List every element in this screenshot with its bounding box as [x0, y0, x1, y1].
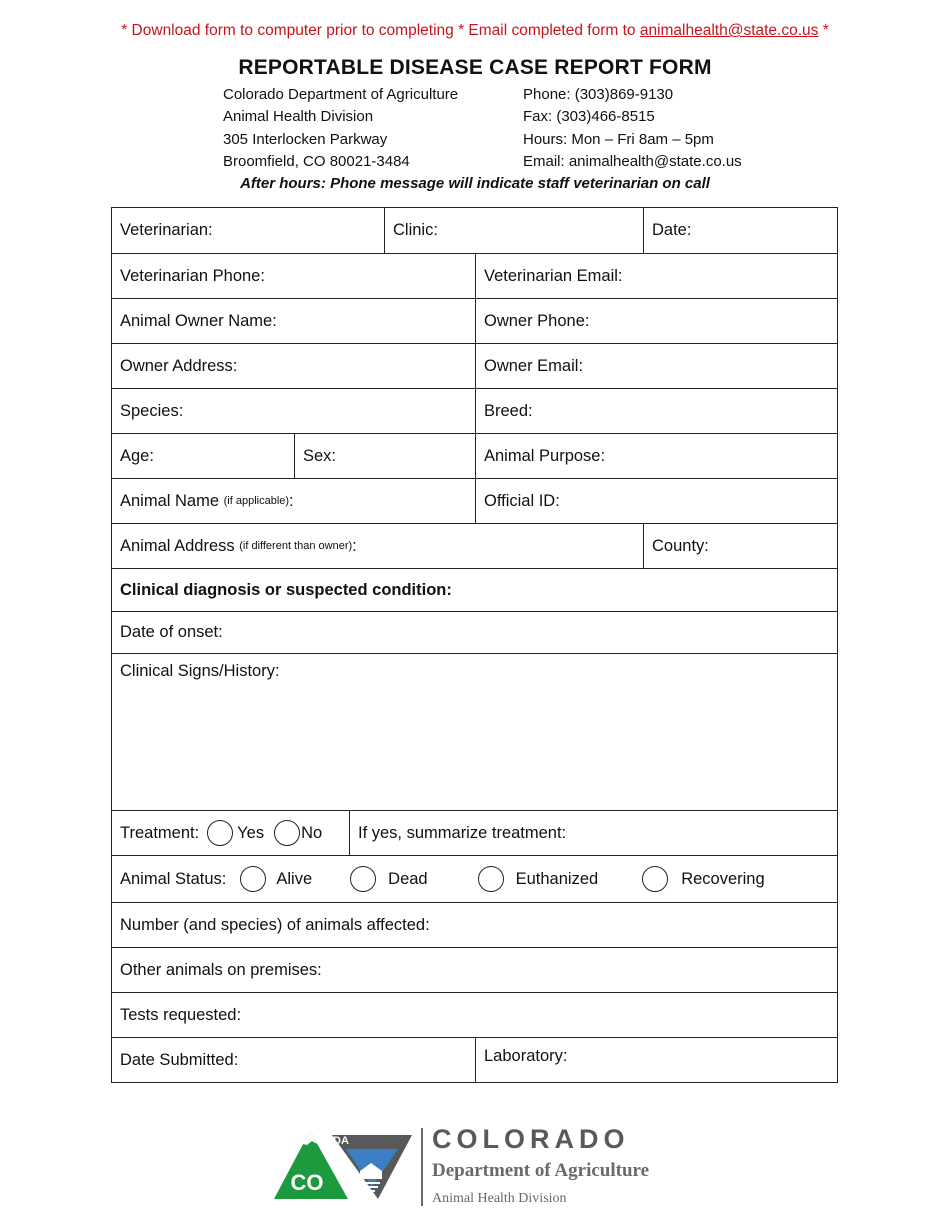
- form-row: [112, 992, 837, 1037]
- date-of-onset-label: Date of onset:: [120, 623, 223, 641]
- footer-brand-colorado: COLORADO: [432, 1124, 630, 1154]
- form-row: [112, 208, 837, 253]
- animal-address-colon: :: [352, 536, 357, 555]
- treatment-field: [112, 811, 349, 855]
- form-row: [112, 902, 837, 947]
- animal-status-label: Animal Status:: [120, 869, 227, 888]
- laboratory-field[interactable]: [475, 1038, 837, 1082]
- owner-phone-label: Owner Phone:: [484, 311, 590, 330]
- form-row: [112, 298, 837, 343]
- footer-brand-division: Animal Health Division: [432, 1191, 567, 1206]
- tests-requested-field[interactable]: [112, 993, 837, 1037]
- animal-address-note: (if different than owner): [239, 540, 353, 552]
- date-label: Date:: [652, 221, 692, 239]
- treatment-no-label: No: [301, 823, 323, 842]
- form-row: [112, 653, 837, 810]
- status-alive-option[interactable]: [240, 866, 312, 892]
- veterinarian-label: Veterinarian:: [120, 221, 213, 239]
- owner-name-label: Animal Owner Name:: [120, 311, 277, 330]
- owner-email-label: Owner Email:: [484, 356, 584, 375]
- status-euthanized-label: Euthanized: [515, 869, 599, 888]
- animal-address-label: Animal Address: [120, 536, 240, 555]
- sex-label: Sex:: [303, 446, 337, 465]
- other-animals-field[interactable]: [112, 948, 837, 992]
- animal-name-colon: :: [289, 491, 294, 510]
- vet-email-label: Veterinarian Email:: [484, 266, 623, 285]
- address-line-3: 305 Interlocken Parkway: [223, 130, 388, 148]
- form-row: [112, 433, 837, 478]
- animal-purpose-label: Animal Purpose:: [484, 446, 606, 465]
- vet-phone-field[interactable]: [112, 254, 475, 298]
- owner-address-field[interactable]: [112, 344, 475, 388]
- status-euthanized-radio[interactable]: [478, 866, 504, 892]
- status-alive-label: Alive: [276, 869, 313, 888]
- clinical-signs-label: Clinical Signs/History:: [120, 662, 280, 680]
- notice-text-end: *: [818, 22, 829, 39]
- age-field[interactable]: [112, 434, 294, 478]
- owner-phone-field[interactable]: [475, 299, 837, 343]
- breed-field[interactable]: [475, 389, 837, 433]
- breed-label: Breed:: [484, 401, 533, 420]
- notice-text: * Download form to computer prior to completing * Email completed form to: [121, 22, 640, 39]
- treatment-yes-radio[interactable]: [207, 820, 233, 846]
- form-row: [112, 253, 837, 298]
- status-recovering-radio[interactable]: [642, 866, 668, 892]
- form-row: [112, 611, 837, 653]
- logo-co-text: CO: [290, 1170, 324, 1195]
- clinic-field[interactable]: [384, 208, 643, 253]
- status-euthanized-option[interactable]: [478, 866, 599, 892]
- address-line-1: Colorado Department of Agriculture: [223, 86, 459, 103]
- animal-name-label: Animal Name: [120, 491, 224, 510]
- form-row: [112, 810, 837, 855]
- official-id-field[interactable]: [475, 479, 837, 523]
- status-dead-label: Dead: [388, 869, 428, 888]
- footer-brand-department: Department of Agriculture: [432, 1160, 650, 1181]
- diagnosis-field[interactable]: [112, 569, 837, 611]
- other-animals-label: Other animals on premises:: [120, 960, 322, 979]
- animal-address-field[interactable]: [112, 524, 643, 568]
- animal-name-note: (if applicable): [223, 495, 290, 507]
- contact-fax: Fax: (303)466-8515: [523, 108, 655, 126]
- vet-phone-label: Veterinarian Phone:: [120, 266, 265, 285]
- vet-email-field[interactable]: [475, 254, 837, 298]
- species-field[interactable]: [112, 389, 475, 433]
- number-affected-label: Number (and species) of animals affected:: [120, 915, 430, 934]
- download-notice: [0, 22, 950, 40]
- owner-email-field[interactable]: [475, 344, 837, 388]
- form-row: [112, 947, 837, 992]
- footer-divider: [421, 1128, 423, 1206]
- treatment-yes-label: Yes: [237, 823, 265, 842]
- treatment-summary-label: If yes, summarize treatment:: [358, 823, 567, 842]
- agency-address: [223, 84, 458, 173]
- case-report-form: [111, 207, 838, 1083]
- after-hours-note: After hours: Phone message will indicate staff veterinarian on call: [240, 175, 710, 192]
- animal-status-field: [112, 856, 837, 902]
- veterinarian-field[interactable]: [112, 208, 384, 253]
- form-row: [112, 478, 837, 523]
- species-label: Species:: [120, 401, 184, 420]
- contact-phone: Phone: (303)869-9130: [523, 86, 674, 103]
- treatment-label: Treatment:: [120, 823, 200, 842]
- owner-address-label: Owner Address:: [120, 356, 238, 375]
- form-row: [112, 343, 837, 388]
- logo-cda-text: CDA: [325, 1135, 349, 1147]
- date-submitted-field[interactable]: [112, 1038, 475, 1082]
- number-affected-field[interactable]: [112, 903, 837, 947]
- owner-name-field[interactable]: [112, 299, 475, 343]
- form-row: [112, 388, 837, 433]
- county-label: County:: [652, 536, 709, 555]
- form-row: [112, 1037, 837, 1082]
- treatment-summary-field[interactable]: [349, 811, 837, 855]
- clinic-label: Clinic:: [393, 221, 438, 239]
- status-recovering-label: Recovering: [681, 869, 765, 888]
- status-dead-radio[interactable]: [350, 866, 376, 892]
- form-row: [112, 568, 837, 611]
- sex-field[interactable]: [294, 434, 475, 478]
- address-line-2: Animal Health Division: [223, 108, 374, 126]
- form-row: [112, 523, 837, 568]
- date-of-onset-field[interactable]: [112, 612, 837, 653]
- official-id-label: Official ID:: [484, 491, 560, 510]
- animal-purpose-field[interactable]: [475, 434, 837, 478]
- tests-requested-label: Tests requested:: [120, 1005, 242, 1024]
- treatment-no-option[interactable]: [274, 820, 322, 846]
- date-field[interactable]: [643, 208, 837, 253]
- laboratory-label: Laboratory:: [484, 1047, 568, 1065]
- address-line-4: Broomfield, CO 80021-3484: [223, 152, 410, 170]
- treatment-yes-option[interactable]: [207, 820, 264, 846]
- cda-logo: [274, 1127, 414, 1201]
- county-field[interactable]: [643, 524, 837, 568]
- status-recovering-option[interactable]: [642, 866, 764, 892]
- diagnosis-label: Clinical diagnosis or suspected condition:: [120, 580, 452, 599]
- page-title: REPORTABLE DISEASE CASE REPORT FORM: [238, 56, 712, 79]
- contact-hours: Hours: Mon – Fri 8am – 5pm: [523, 130, 714, 148]
- notice-email-link[interactable]: animalhealth@state.co.us: [639, 22, 819, 39]
- status-dead-option[interactable]: [350, 866, 427, 892]
- treatment-no-radio[interactable]: [274, 820, 300, 846]
- animal-name-field[interactable]: [112, 479, 475, 523]
- form-row: [112, 855, 837, 902]
- agency-contact: [523, 84, 742, 173]
- age-label: Age:: [120, 446, 154, 465]
- status-alive-radio[interactable]: [240, 866, 266, 892]
- clinical-signs-field[interactable]: [112, 654, 837, 810]
- contact-email: Email: animalhealth@state.co.us: [523, 152, 742, 170]
- date-submitted-label: Date Submitted:: [120, 1050, 239, 1069]
